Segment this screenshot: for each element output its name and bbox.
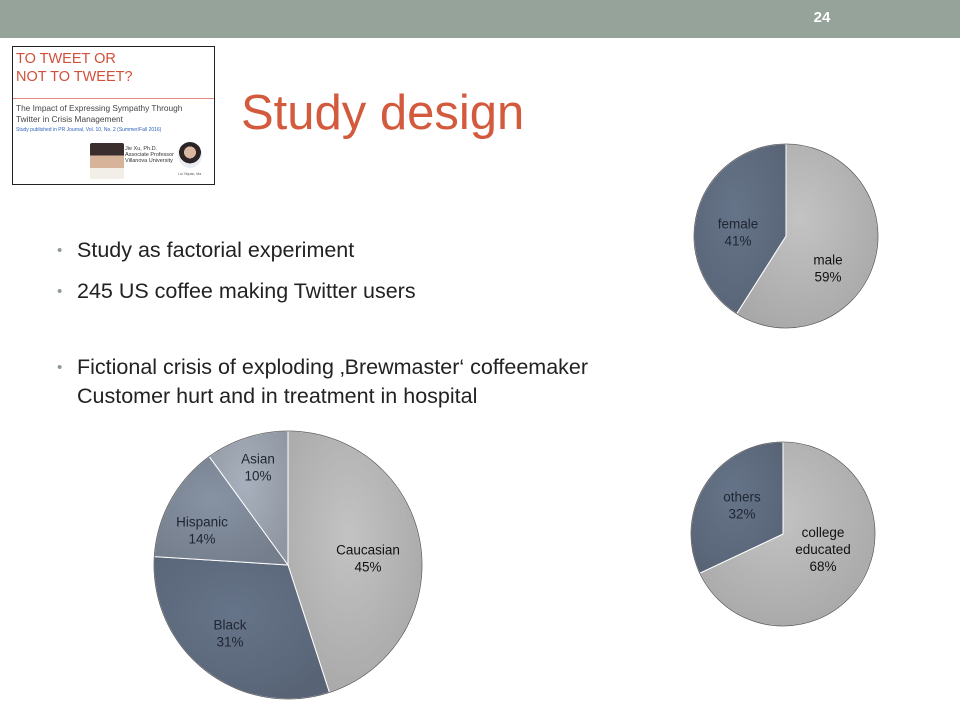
pie-label-college-educated: college educated 68%	[795, 525, 851, 574]
ethnicity-pie-chart	[148, 425, 428, 705]
bullet-text: 245 US coffee making Twitter users	[77, 279, 416, 303]
pie-label-asian: Asian 10%	[241, 451, 275, 484]
bullet-text: Study as factorial experiment	[77, 238, 355, 262]
bullet-text: Fictional crisis of exploding ‚Brewmaster‘ coffeemaker	[77, 355, 589, 379]
pie-label-male: male 59%	[813, 252, 843, 285]
paper-title: TO TWEET OR NOT TO TWEET?	[16, 51, 133, 85]
gender-pie-chart	[690, 140, 890, 340]
bullet-text-line2: Customer hurt and in treatment in hospital	[77, 384, 478, 408]
pie-label-caucasian: Caucasian 45%	[336, 542, 400, 575]
slide-number: 24	[813, 9, 831, 26]
paper-subtitle: The Impact of Expressing Sympathy Through Twitter in Crisis Management	[16, 103, 183, 124]
paper-divider	[13, 98, 215, 99]
pie-label-female: female 41%	[717, 216, 759, 249]
slide-title: Study design	[241, 86, 525, 140]
coauthor-name: Liu Yiquan, Ma	[178, 172, 202, 176]
education-pie-chart	[685, 437, 885, 637]
pie-label-hispanic: Hispanic 14%	[176, 514, 228, 547]
pie-label-others: others 32%	[723, 489, 761, 522]
bullet-icon: •	[57, 283, 63, 300]
coauthor-photo	[178, 142, 202, 168]
bullet-icon: •	[57, 242, 63, 259]
author-photo	[90, 143, 124, 179]
bullet-icon: •	[57, 359, 63, 376]
paper-source: Study published in PR Journal, Vol. 10, No. 2 (Summer/Fall 2016)	[16, 127, 162, 133]
paper-thumbnail	[12, 46, 215, 185]
pie-label-black: Black 31%	[213, 617, 247, 650]
author-name: Jie Xu, Ph.D. Associate Professor Villanova University	[125, 146, 174, 164]
